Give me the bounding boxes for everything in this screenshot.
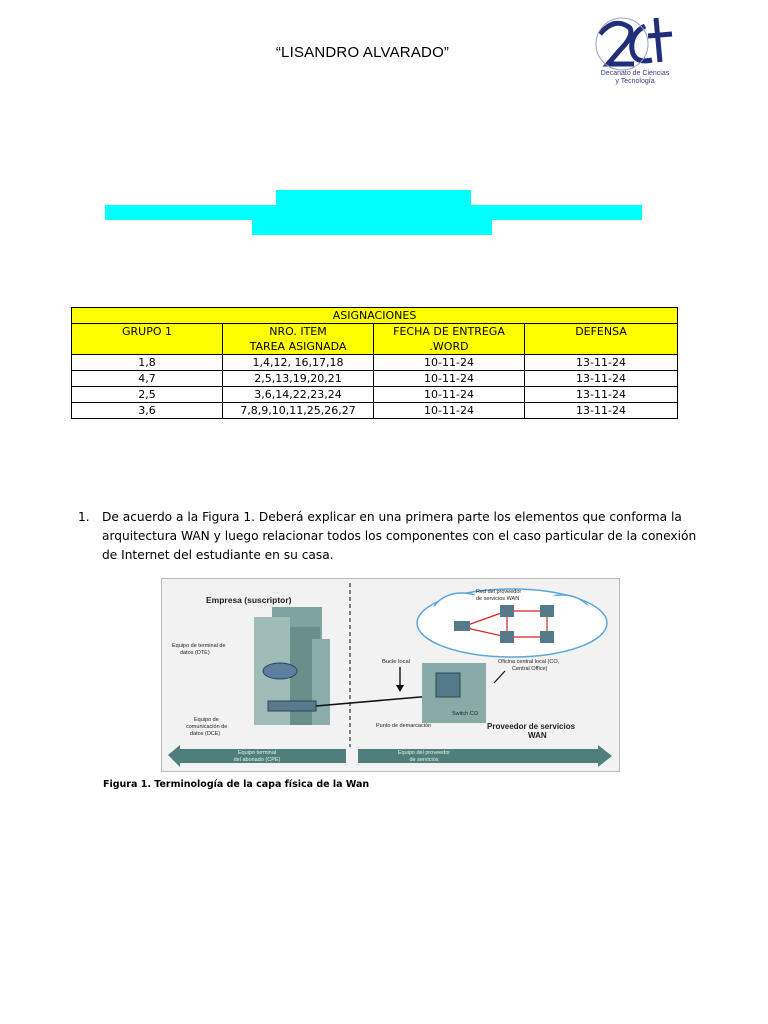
table-cell: 10-11-24: [374, 371, 525, 387]
table-row: [72, 387, 678, 403]
table-cell: 2,5,13,19,20,21: [223, 371, 374, 387]
label-dte-2: datos (DTE): [180, 650, 210, 656]
router-icon: [263, 663, 297, 679]
label-cloud-1: Red del proveedor: [476, 589, 522, 595]
label-provider-eq-2: de servicios: [409, 757, 439, 763]
logo-subtitle: [590, 70, 680, 86]
table-caption: ASIGNACIONES: [72, 308, 678, 324]
question-text: De acuerdo a la Figura 1. Deberá explicar en una primera parte los elementos que conforma la arquitectura WAN y luego relacionar todos los componentes con el caso particular de la conexión de Internet del estudiante en su casa.: [102, 510, 697, 562]
label-switch-co: Switch CO: [452, 711, 478, 717]
label-cpe-2: del abonado (CPE): [233, 757, 281, 763]
label-co-2: Central Office): [512, 666, 548, 672]
label-dce-3: datos (DCE): [190, 731, 221, 737]
table-cell: 2,5: [72, 387, 223, 403]
label-co-1: Oficina central local (CO,: [498, 659, 560, 665]
label-local-loop: Bucle local: [382, 659, 411, 665]
table-cell: 13-11-24: [525, 371, 678, 387]
label-cpe-1: Equipo terminal: [237, 750, 277, 756]
table-cell: 1,4,12, 16,17,18: [223, 355, 374, 371]
table-cell: 10-11-24: [374, 355, 525, 371]
table-cell: 10-11-24: [374, 387, 525, 403]
highlight-bar: [105, 205, 642, 220]
label-dce-1: Equipo de: [194, 717, 219, 723]
label-dte-1: Equipo de terminal de: [172, 643, 226, 649]
figure-caption: Figura 1. Terminología de la capa física de la Wan: [103, 779, 370, 790]
highlight-bar: [276, 190, 471, 205]
label-enterprise: Empresa (suscriptor): [206, 595, 292, 605]
label-demarcation: Punto de demarcación: [376, 723, 432, 729]
label-provider-1: Proveedor de servicios: [487, 722, 576, 731]
table-row: [72, 355, 678, 371]
table-row: [72, 371, 678, 387]
institution-title: “LISANDRO ALVARADO”: [275, 44, 450, 61]
label-provider-eq-1: Equipo del proveedor: [397, 750, 451, 756]
label-provider-2: WAN: [528, 731, 547, 740]
logo-subtitle-line-2: y Tecnología: [615, 78, 655, 85]
column-header-defense: DEFENSA: [525, 324, 678, 355]
logo-subtitle-line-1: Decanato de Ciencias: [600, 70, 670, 77]
table-cell: 13-11-24: [525, 403, 678, 419]
label-dce-2: comunicación de: [186, 724, 228, 730]
table-cell: 7,8,9,10,11,25,26,27: [223, 403, 374, 419]
column-header-item: NRO. ITEM TAREA ASIGNADA: [223, 324, 374, 355]
question-number: 1.: [78, 510, 90, 524]
assignments-table: [71, 307, 678, 419]
table-cell: 3,6,14,22,23,24: [223, 387, 374, 403]
highlight-bar: [252, 220, 492, 235]
wan-figure: [161, 578, 620, 772]
column-header-date: FECHA DE ENTREGA .WORD: [374, 324, 525, 355]
column-header-group: GRUPO 1: [72, 324, 223, 355]
table-cell: 10-11-24: [374, 403, 525, 419]
label-cloud-2: de servicios WAN: [476, 596, 520, 602]
table-row: [72, 403, 678, 419]
table-cell: 4,7: [72, 371, 223, 387]
table-cell: 13-11-24: [525, 387, 678, 403]
modem-icon: [268, 701, 316, 711]
table-cell: 3,6: [72, 403, 223, 419]
table-cell: 1,8: [72, 355, 223, 371]
table-cell: 13-11-24: [525, 355, 678, 371]
